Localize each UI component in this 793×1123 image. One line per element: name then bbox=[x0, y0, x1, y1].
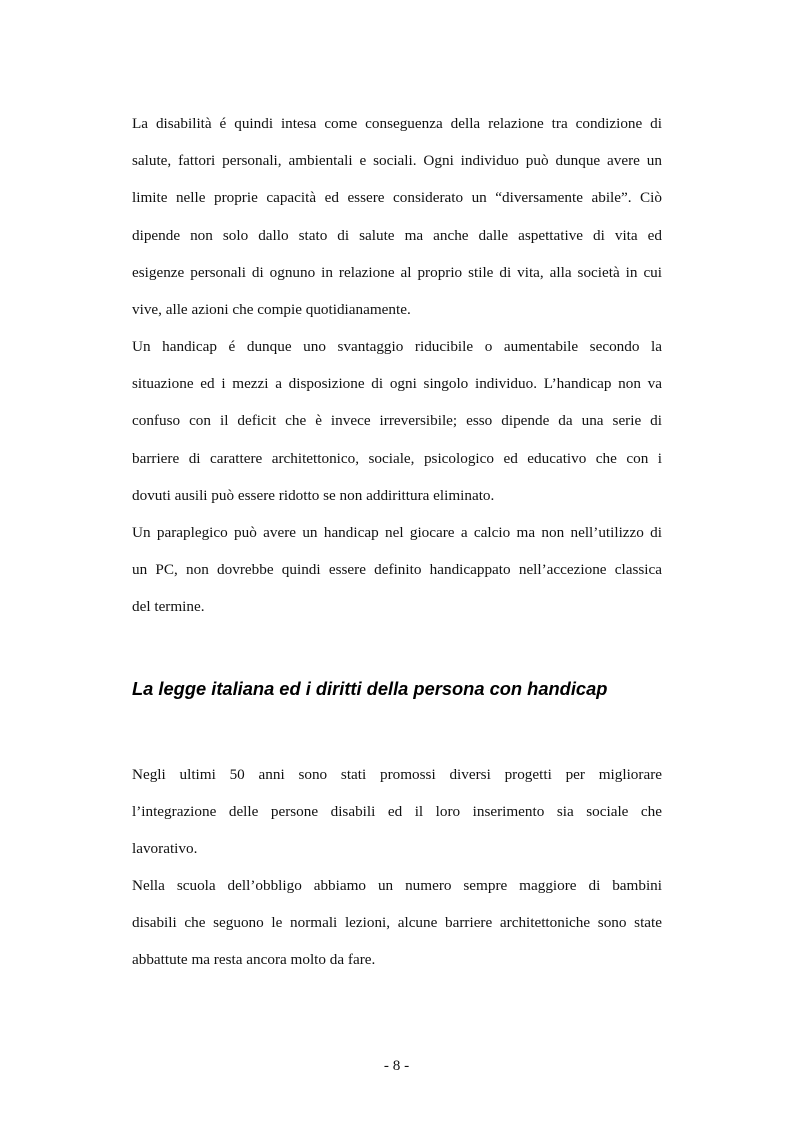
text-line: l’integrazione delle persone disabili ed il loro inserimento sia sociale che bbox=[132, 803, 662, 821]
text-line: La disabilità é quindi intesa come conseguenza della relazione tra condizione di bbox=[132, 115, 662, 132]
text-line: dipende non solo dallo stato di salute ma anche dalle aspettative di vita ed bbox=[132, 226, 662, 244]
text-line: barriere di carattere architettonico, sociale, psicologico ed educativo che con i bbox=[132, 449, 662, 467]
text-line: confuso con il deficit che è invece irreversibile; esso dipende da una serie di bbox=[132, 412, 662, 430]
paragraph-handicap-definition bbox=[132, 328, 662, 514]
text-line: Un paraplegico può avere un handicap nel giocare a calcio ma non nell’utilizzo di bbox=[132, 524, 662, 541]
text-line: del termine. bbox=[132, 598, 205, 616]
text-line: un PC, non dovrebbe quindi essere definito handicappato nell’accezione classica bbox=[132, 561, 662, 579]
text-line: vive, alle azioni che compie quotidianamente. bbox=[132, 300, 411, 318]
paragraph-disability-definition bbox=[132, 105, 662, 328]
text-line: disabili che seguono le normali lezioni, alcune barriere architettoniche sono state bbox=[132, 914, 662, 932]
section-heading: La legge italiana ed i diritti della persona con handicap bbox=[132, 678, 608, 699]
page-number: - 8 - bbox=[383, 1057, 410, 1074]
paragraph-paraplegic-example bbox=[132, 514, 662, 626]
text-line: salute, fattori personali, ambientali e sociali. Ogni individuo può dunque avere un bbox=[132, 152, 662, 170]
text-line: esigenze personali di ognuno in relazione al proprio stile di vita, alla società in cui bbox=[132, 263, 662, 281]
text-line: lavorativo. bbox=[132, 840, 198, 858]
paragraph-compulsory-school bbox=[132, 867, 662, 979]
text-line: Nella scuola dell’obbligo abbiamo un numero sempre maggiore di bambini bbox=[132, 877, 662, 894]
text-line: situazione ed i mezzi a disposizione di ogni singolo individuo. L’handicap non va bbox=[132, 375, 662, 393]
text-line: Negli ultimi 50 anni sono stati promossi diversi progetti per migliorare bbox=[132, 766, 662, 783]
text-line: limite nelle proprie capacità ed essere considerato un “diversamente abile”. Ciò bbox=[132, 189, 662, 207]
text-line: abbattute ma resta ancora molto da fare. bbox=[132, 951, 376, 969]
paragraph-fifty-years-projects bbox=[132, 756, 662, 868]
text-line: Un handicap é dunque uno svantaggio riducibile o aumentabile secondo la bbox=[132, 338, 662, 355]
text-line: dovuti ausili può essere ridotto se non addirittura eliminato. bbox=[132, 486, 495, 504]
